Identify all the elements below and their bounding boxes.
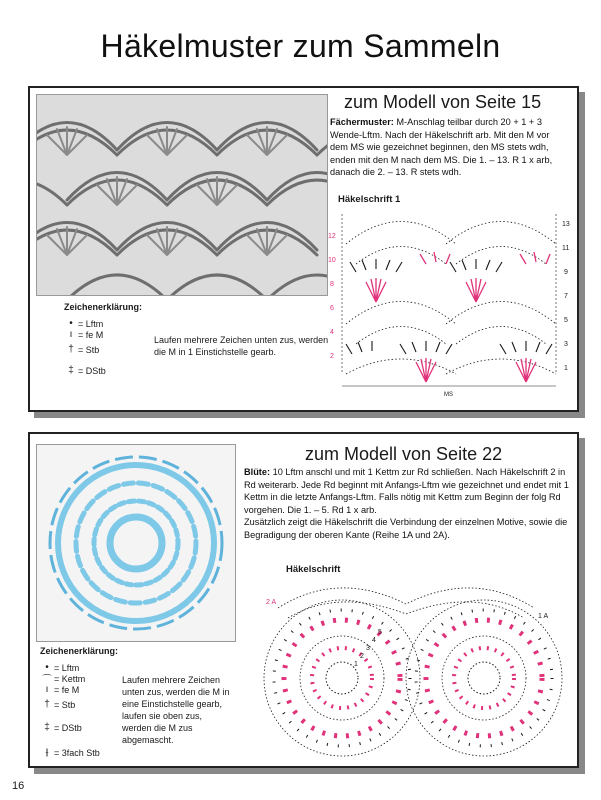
section2-legend <box>40 646 240 758</box>
section1-diagram-title: Häkelschrift 1 <box>338 194 401 205</box>
double-crochet-icon: † <box>44 699 50 710</box>
row-label-1a: 1 A <box>538 613 549 620</box>
legend-label: = fe M <box>54 684 80 695</box>
section2-diagram-title: Häkelschrift <box>286 564 341 575</box>
treble-crochet-icon: ‡ <box>44 722 50 733</box>
section2-desc-label: Blüte: <box>244 467 271 477</box>
row-number-left: 10 <box>328 257 336 264</box>
crochet-chart-fan <box>326 204 576 404</box>
slip-stitch-icon: ⌒ <box>42 675 52 686</box>
pattern-card-flower <box>28 432 579 768</box>
legend-item <box>40 747 240 758</box>
row-number-right: 3 <box>564 341 568 348</box>
round-number: 4 <box>372 637 376 644</box>
section1-description <box>330 116 568 179</box>
single-crochet-icon: ı <box>45 684 49 695</box>
round-number: 5 <box>378 629 382 636</box>
section1-legend <box>64 302 334 376</box>
section2-description <box>244 466 569 542</box>
legend-item <box>64 365 334 376</box>
row-number-left: 12 <box>328 233 336 240</box>
row-number-right: 13 <box>562 221 570 228</box>
legend-label: = fe M <box>78 329 104 340</box>
triple-treble-crochet-icon: ⫲ <box>45 747 49 758</box>
section1-desc-label: Fächermuster: <box>330 117 394 127</box>
single-crochet-icon: ı <box>69 329 73 340</box>
row-number-left: 6 <box>330 305 334 312</box>
row-number-left: 8 <box>330 281 334 288</box>
legend-label: = DStb <box>78 365 106 376</box>
row-number-right: 7 <box>564 293 568 300</box>
flower-motif-photo-illustration <box>37 445 235 641</box>
section1-desc-text: M-Anschlag teilbar durch 20 + 1 + 3 Wende-Lftm. Nach der Häkelschrift arb. Mit den M vor dem MS wie gezeichnet beginnen, den MS stets wdh, enden mit den M nach dem MS. Die 1. – 13. R 1 x arb, danach die 2. – 13. R stets wdh. <box>330 117 553 178</box>
legend-label: = Kettm <box>54 673 86 684</box>
legend-title: Zeichenerklärung: <box>40 646 119 656</box>
legend-title: Zeichenerklärung: <box>64 302 143 312</box>
page-number: 16 <box>12 780 25 792</box>
section2-desc-extra: Zusätzlich zeigt die Häkelschrift die Verbindung der einzelnen Motive, sowie die Begradigung der oberen Kante (Reihe 1A und 2A). <box>244 517 568 540</box>
fan-stitch-photo-illustration <box>37 95 327 295</box>
row-number-right: 9 <box>564 269 568 276</box>
legend-note: Laufen mehrere Zeichen unten zus, werden die M in eine Einstichstelle gearb, laufen sie oben zus, werden die M zus abgemascht. <box>122 675 230 745</box>
section2-model-title: zum Modell von Seite 22 <box>305 444 503 464</box>
ms-label: MS <box>444 392 453 398</box>
round-number: 1 <box>354 661 358 668</box>
row-number-left: 2 <box>330 353 334 360</box>
pattern-card-fan <box>28 86 579 412</box>
legend-item <box>64 318 334 329</box>
legend-item <box>40 662 240 673</box>
legend-label: = DStb <box>54 722 82 733</box>
legend-label: = Stb <box>78 344 100 355</box>
row-number-right: 1 <box>564 365 568 372</box>
double-crochet-icon: † <box>68 344 74 355</box>
legend-note: Laufen mehrere Zeichen unten zus, werden die M in 1 Einstichstelle gearb. <box>154 335 329 357</box>
legend-label: = 3fach Stb <box>54 747 100 758</box>
row-number-right: 11 <box>562 245 570 252</box>
crochet-photo-flower <box>36 444 236 642</box>
row-number-left: 4 <box>330 329 334 336</box>
row-label-2a: 2 A <box>266 599 277 606</box>
row-number-right: 5 <box>564 317 568 324</box>
crochet-chart-flower <box>238 574 574 762</box>
section2-desc-text: 10 Lftm anschl und mit 1 Kettm zur Rd schließen. Nach Häkelschrift 2 in Rd weiterarb. Jede Rd beginnt mit Anfangs-Lftm wie gezeichnet und endet mit 1 Kettm in die letzte Anfangs-Lftm. Falls nötig mit Kettm zum Beginn der folg Rd vorgehen. Die 1. – 5. Rd 1 x arb. <box>244 467 569 515</box>
treble-crochet-icon: ‡ <box>68 365 74 376</box>
crochet-photo-fan <box>36 94 328 296</box>
chain-stitch-icon: • <box>69 318 73 329</box>
round-number: 2 <box>360 653 364 660</box>
round-number: 3 <box>366 645 370 652</box>
legend-label: = Stb <box>54 699 76 710</box>
legend-label: = Lftm <box>54 662 80 673</box>
legend-label: = Lftm <box>78 318 104 329</box>
section1-model-title: zum Modell von Seite 15 <box>344 92 542 112</box>
page-title: Häkelmuster zum Sammeln <box>100 28 501 64</box>
chain-stitch-icon: • <box>45 662 49 673</box>
